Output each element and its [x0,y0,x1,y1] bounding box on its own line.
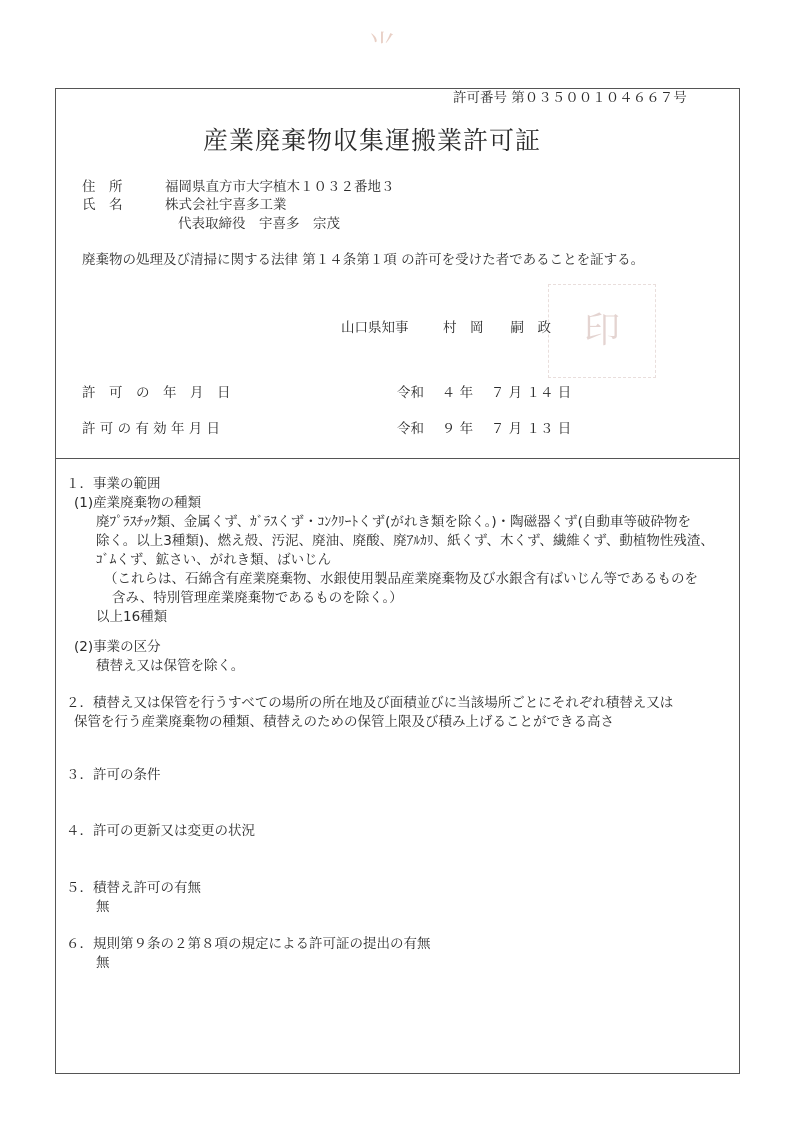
issuer-title: 山口県知事 [341,320,409,336]
section-3-title: ３．許可の条件 [66,767,161,783]
section-6-title: ６．規則第９条の２第８項の規定による許可証の提出の有無 [66,936,431,952]
waste-types-total: 以上16種類 [96,609,168,625]
certification-text: 廃棄物の処理及び清掃に関する法律 第１４条第１項 の許可を受けた者であることを証する。 [82,252,645,268]
official-seal [548,284,656,378]
faint-stamp-mark: ⺌ [368,29,397,62]
section-5-value: 無 [96,899,110,915]
representative: 代表取締役 宇喜多 宗茂 [178,216,340,232]
section-4-title: ４．許可の更新又は変更の状況 [66,823,255,839]
validity-value: 令和 ９ 年 ７ 月 １３ 日 [397,421,572,437]
address-label: 住 所 [82,179,123,195]
business-category-value: 積替え又は保管を除く。 [96,658,245,674]
section-divider [55,458,740,459]
section-1-1-title: (1)産業廃棄物の種類 [74,495,202,511]
waste-types-line-2: 除く。以上3種類)、燃え殻、汚泥、廃油、廃酸、廃ｱﾙｶﾘ、紙くず、木くず、繊維くず、動植物性残渣、 [96,533,714,549]
name-label: 氏 名 [82,197,123,213]
permit-number: 許可番号 第０３５００１０４６６７号 [453,90,687,106]
section-2-line-1: ２．積替え又は保管を行うすべての場所の所在地及び面積並びに当該場所ごとにそれぞれ積替え又は [66,695,674,711]
waste-types-note-1: （これらは、石綿含有産業廃棄物、水銀使用製品産業廃棄物及び水銀含有ばいじん等であるものを [104,571,698,587]
section-1-2-title: (2)事業の区分 [74,639,161,655]
section-1-title: １．事業の範囲 [66,476,161,492]
validity-label: 許 可 の 有 効 年 月 日 [82,421,221,437]
permit-date-value: 令和 ４ 年 ７ 月 １４ 日 [397,385,572,401]
waste-types-line-3: ｺﾞﾑくず、鉱さい、がれき類、ばいじん [96,552,332,568]
document-title: 産業廃棄物収集運搬業許可証 [203,126,542,155]
section-2-line-2: 保管を行う産業廃棄物の種類、積替えのための保管上限及び積み上げることができる高さ [74,714,614,730]
name-value: 株式会社宇喜多工業 [165,197,287,213]
waste-types-line-1: 廃ﾌﾟﾗｽﾁｯｸ類、金属くず、ｶﾞﾗｽくず・ｺﾝｸﾘｰﾄくず(がれき類を除く。)・陶磁器くず(自動車等破砕物を [96,514,691,530]
section-6-value: 無 [96,955,110,971]
section-5-title: ５．積替え許可の有無 [66,880,201,896]
permit-date-label: 許 可 の 年 月 日 [82,385,231,401]
seal-mark: 印 [583,310,620,351]
address-value: 福岡県直方市大字植木１０３２番地３ [165,179,395,195]
waste-types-note-2: 含み、特別管理産業廃棄物であるものを除く。） [112,590,403,606]
issuer-name: 村 岡 嗣 政 [443,320,551,336]
